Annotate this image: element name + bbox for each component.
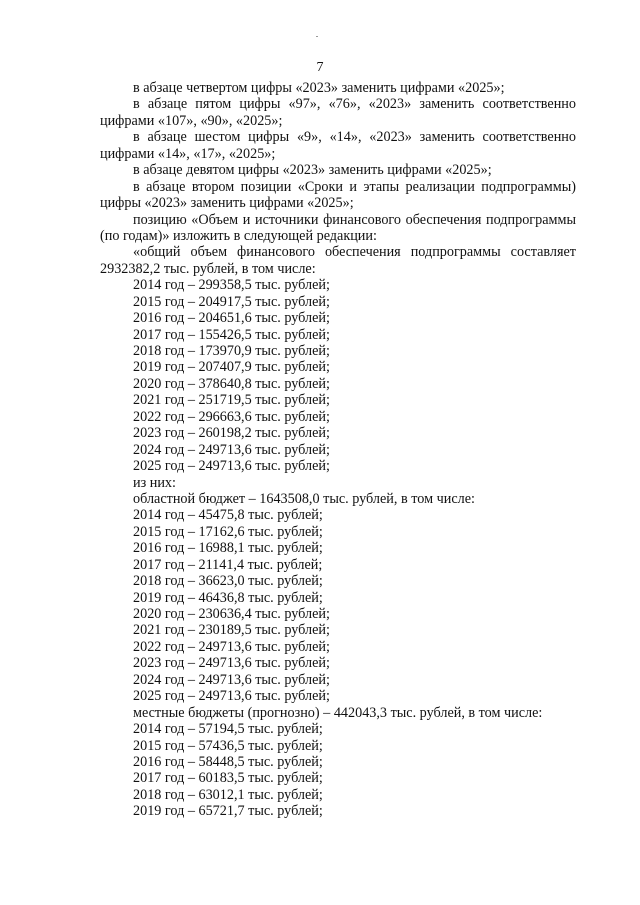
paragraph-line: (по годам)» изложить в следующей редакции: [100, 227, 377, 244]
regional-year-item: 2023 год – 249713,6 тыс. рублей; [133, 655, 330, 672]
document-body [100, 80, 576, 820]
total-year-item: 2022 год – 296663,6 тыс. рублей; [133, 408, 330, 425]
total-year-item: 2023 год – 260198,2 тыс. рублей; [133, 425, 330, 442]
paragraph-line: в абзаце шестом цифры «9», «14», «2023» заменить соответственно [133, 129, 576, 146]
total-year-item: 2024 год – 249713,6 тыс. рублей; [133, 441, 330, 458]
page-number: 7 [316, 60, 324, 75]
regional-year-item: 2017 год – 21141,4 тыс. рублей; [133, 556, 323, 573]
regional-year-item: 2015 год – 17162,6 тыс. рублей; [133, 523, 323, 540]
regional-year-item: 2022 год – 249713,6 тыс. рублей; [133, 638, 330, 655]
paragraph-line: в абзаце девятом цифры «2023» заменить цифрами «2025»; [133, 162, 492, 179]
regional-year-item: 2021 год – 230189,5 тыс. рублей; [133, 622, 330, 639]
scan-speck [316, 36, 318, 37]
of-them-label: из них: [133, 474, 176, 491]
local-year-item: 2014 год – 57194,5 тыс. рублей; [133, 721, 323, 738]
regional-year-item: 2018 год – 36623,0 тыс. рублей; [133, 573, 323, 590]
regional-year-item: 2025 год – 249713,6 тыс. рублей; [133, 688, 330, 705]
paragraph-line: 2932382,2 тыс. рублей, в том числе: [100, 260, 316, 277]
local-year-item: 2019 год – 65721,7 тыс. рублей; [133, 803, 323, 820]
paragraph-line: позицию «Объем и источники финансового обеспечения подпрограммы [133, 211, 576, 228]
paragraph-line: цифры «2023» заменить цифрами «2025»; [100, 195, 354, 212]
local-budget-heading: местные бюджеты (прогнозно) – 442043,3 тыс. рублей, в том числе: [133, 704, 543, 721]
local-year-item: 2016 год – 58448,5 тыс. рублей; [133, 753, 323, 770]
total-year-item: 2016 год – 204651,6 тыс. рублей; [133, 310, 330, 327]
local-year-item: 2017 год – 60183,5 тыс. рублей; [133, 770, 323, 787]
total-year-item: 2017 год – 155426,5 тыс. рублей; [133, 326, 330, 343]
regional-budget-heading: областной бюджет – 1643508,0 тыс. рублей, в том числе: [133, 490, 475, 507]
regional-year-item: 2014 год – 45475,8 тыс. рублей; [133, 507, 323, 524]
paragraph-line: в абзаце пятом цифры «97», «76», «2023» заменить соответственно [133, 96, 576, 113]
total-year-item: 2014 год – 299358,5 тыс. рублей; [133, 277, 330, 294]
total-year-item: 2019 год – 207407,9 тыс. рублей; [133, 359, 330, 376]
regional-year-item: 2016 год – 16988,1 тыс. рублей; [133, 540, 323, 557]
local-year-item: 2015 год – 57436,5 тыс. рублей; [133, 737, 323, 754]
paragraph-line: в абзаце четвертом цифры «2023» заменить цифрами «2025»; [133, 80, 505, 96]
paragraph-line: цифрами «107», «90», «2025»; [100, 112, 283, 129]
paragraph-line: цифрами «14», «17», «2025»; [100, 145, 276, 162]
total-year-item: 2015 год – 204917,5 тыс. рублей; [133, 293, 330, 310]
total-year-item: 2021 год – 251719,5 тыс. рублей; [133, 392, 330, 409]
regional-year-item: 2019 год – 46436,8 тыс. рублей; [133, 589, 323, 606]
total-year-item: 2020 год – 378640,8 тыс. рублей; [133, 375, 330, 392]
total-year-item: 2018 год – 173970,9 тыс. рублей; [133, 343, 330, 359]
paragraph-line: «общий объем финансового обеспечения подпрограммы составляет [133, 244, 576, 261]
regional-year-item: 2020 год – 230636,4 тыс. рублей; [133, 606, 330, 622]
local-year-item: 2018 год – 63012,1 тыс. рублей; [133, 786, 323, 803]
regional-year-item: 2024 год – 249713,6 тыс. рублей; [133, 671, 330, 688]
total-year-item: 2025 год – 249713,6 тыс. рублей; [133, 458, 330, 475]
paragraph-line: в абзаце втором позиции «Сроки и этапы реализации подпрограммы) [133, 178, 576, 195]
